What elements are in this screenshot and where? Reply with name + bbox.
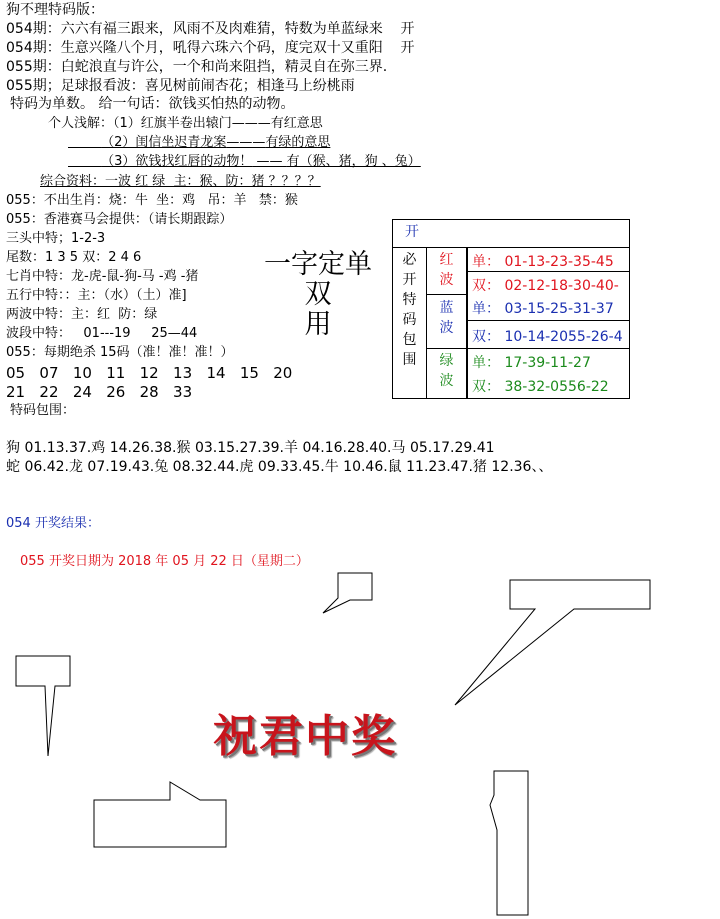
red-odd-row: 单： 01-13-23-35-45 [467, 248, 629, 272]
callout-left [16, 656, 70, 756]
next-draw-date: 055 开奖日期为 2018 年 05 月 22 日（星期二） [20, 554, 309, 569]
info-line-3: 三头中特；1-2-3 [6, 231, 106, 246]
info-line-1: 055：不出生肖：烧：牛 坐：鸡 吊：羊 禁：猴 [6, 193, 298, 208]
kill-numbers-row-1: 05 07 10 11 12 13 14 15 20 [6, 364, 293, 382]
info-line-4: 尾数：1 3 5 双：2 4 6 [6, 250, 142, 265]
red-even-row: 双： 02-12-18-30-40- [472, 278, 619, 294]
callout-bottom-left [94, 782, 226, 847]
explain-line-3: （3）欲钱找红唇的动物！ —— 有（猴、猪，狗 、兔） [101, 154, 421, 169]
zodiac-line-2: 蛇 06.42.龙 07.19.43.兔 08.32.44.虎 09.33.45.牛 10.46.鼠 11.23.47.猪 12.36、、 [6, 459, 553, 475]
history-line-4: 055期；足球报看波：喜见树前闹杏花；相逢马上纷桃雨 [6, 78, 355, 94]
info-line-9: 055：每期绝杀 15码（准！准！准！） [6, 345, 234, 360]
zodiac-line-1: 狗 01.13.37.鸡 14.26.38.猴 03.15.27.39.羊 04.16.28.40.马 05.17.29.41 [6, 440, 495, 456]
summary-line: 综合资料：一波 红 绿 主：猴、防：猪 ？？？？ [40, 174, 321, 189]
callout-bottom-right [490, 771, 528, 915]
pack-label: 特码包围： [10, 403, 76, 418]
info-line-5: 七肖中特：龙-虎-鼠-狗-马 -鸡 -猪 [6, 269, 199, 284]
explain-line-1: 个人浅解：（1）红旗半卷出辕门———有红意思 [48, 116, 323, 131]
explain-line-2: （2）闺信坐迟青龙案———有绿的意思 [101, 135, 331, 150]
group-name-red: 红 波 [427, 248, 467, 295]
history-line-2: 054期：生意兴隆八个月，吼得六珠六个码，度完双十又重阳 开 [6, 40, 415, 56]
group-name-blue: 蓝 波 [427, 295, 467, 349]
blue-odd-row: 单： 03-15-25-31-37 [467, 295, 629, 321]
info-line-8: 波段中特： 01---19 25—44 [6, 326, 198, 341]
kill-numbers-row-2: 21 22 24 26 28 33 [6, 383, 193, 401]
side-caption-line-1: 一字定单双 [264, 249, 372, 310]
info-line-7: 两波中特：主：红 防：绿 [6, 307, 158, 322]
history-line-3: 055期：白蛇浪直与许公，一个和尚来阻挡，精灵自在弥三界. [6, 59, 388, 75]
green-odd-row: 单： 17-39-11-27 [472, 355, 591, 371]
table-header: 开 [405, 224, 419, 240]
callout-right-large [455, 580, 650, 705]
hint-line: 特码为单数。 给一句话：欲钱买怕热的动物。 [10, 96, 295, 112]
group-name-green: 绿 波 [427, 349, 467, 398]
info-line-2: 055：香港赛马会提供：（请长期跟踪） [6, 212, 233, 227]
draw-result-label: 054 开奖结果： [6, 516, 100, 531]
info-line-6: 五行中特：：主：（水）（土）准] [6, 288, 187, 303]
history-line-1: 054期：六六有福三跟来，风雨不及肉难猜，特数为单蓝绿来 开 [6, 21, 415, 37]
blue-even-row: 双： 10-14-2055-26-4 [467, 321, 629, 349]
page-title: 狗不理特码版： [6, 2, 104, 18]
callout-small-top [323, 573, 372, 613]
blessing-text: 祝君中奖 [213, 711, 397, 762]
side-caption-line-2: 用 [304, 309, 332, 340]
green-even-row: 双： 38-32-0556-22 [472, 379, 609, 395]
table-left-label: 必 开 特 码 包 围 [393, 248, 427, 398]
